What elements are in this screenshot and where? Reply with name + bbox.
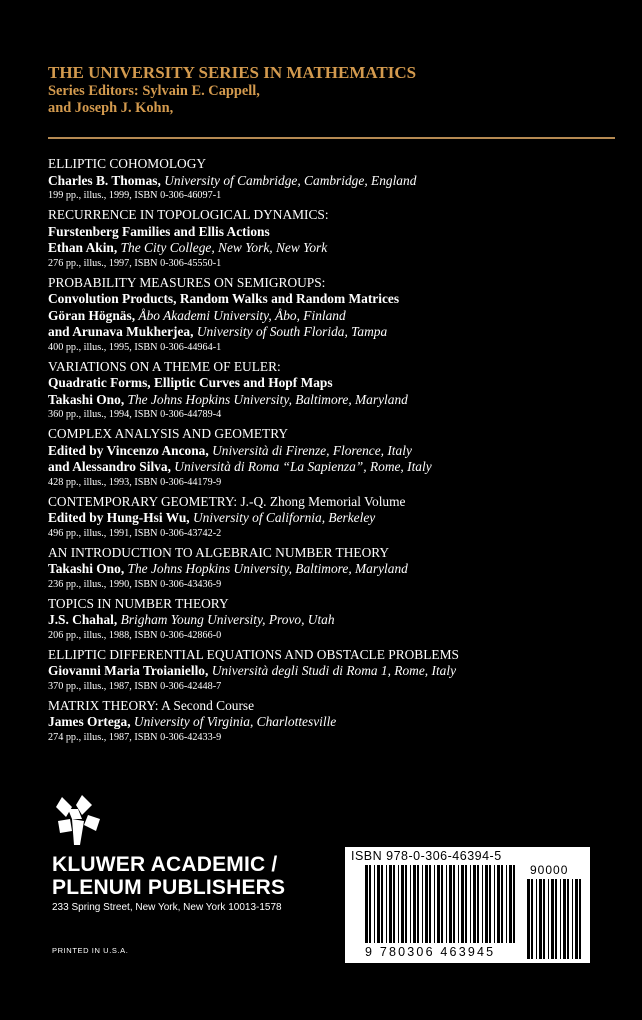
author-name: and Alessandro Silva, bbox=[48, 459, 171, 474]
header-divider bbox=[48, 137, 615, 139]
barcode-bar bbox=[386, 865, 387, 943]
barcode-bar bbox=[389, 865, 392, 943]
book-publication-details: 236 pp., illus., 1990, ISBN 0-306-43436-9 bbox=[48, 578, 222, 590]
barcode-bar bbox=[501, 865, 503, 943]
author-affiliation: University of South Florida, Tampa bbox=[196, 324, 388, 339]
barcode-bar bbox=[461, 865, 464, 943]
book-title: RECURRENCE IN TOPOLOGICAL DYNAMICS: bbox=[48, 207, 329, 222]
barcode-bar bbox=[374, 865, 375, 943]
author-name: Ethan Akin, bbox=[48, 240, 118, 255]
barcode-bar bbox=[458, 865, 459, 943]
publisher-name-line-1: KLUWER ACADEMIC / bbox=[52, 853, 278, 876]
book-title: ELLIPTIC DIFFERENTIAL EQUATIONS AND OBSTACLE PROBLEMS bbox=[48, 646, 459, 662]
barcode-bar bbox=[434, 865, 435, 943]
barcode-isbn: ISBN 978-0-306-46394-5 bbox=[351, 849, 502, 863]
book-entry bbox=[48, 698, 618, 744]
barcode-bar bbox=[567, 879, 569, 959]
author-name: and Arunava Mukherjea, bbox=[48, 324, 194, 339]
barcode-bar bbox=[365, 865, 368, 943]
book-entry bbox=[48, 494, 618, 540]
book-author-line bbox=[48, 392, 618, 409]
book-publication-details: 400 pp., illus., 1995, ISBN 0-306-44964-1 bbox=[48, 341, 222, 353]
book-subtitle: Convolution Products, Random Walks and Random Matrices bbox=[48, 291, 400, 306]
barcode-bar bbox=[497, 865, 500, 943]
book-entry bbox=[48, 359, 618, 422]
barcode-bar bbox=[429, 865, 431, 943]
series-editors-line-2: and Joseph J. Kohn, bbox=[48, 100, 174, 116]
barcode-bar bbox=[531, 879, 533, 959]
barcode-bar bbox=[446, 865, 447, 943]
book-entry bbox=[48, 275, 618, 354]
barcode-bar bbox=[425, 865, 428, 943]
book-author-line bbox=[48, 510, 618, 527]
book-title: COMPLEX ANALYSIS AND GEOMETRY bbox=[48, 426, 289, 441]
book-title: CONTEMPORARY GEOMETRY: J.-Q. Zhong Memorial Volume bbox=[48, 493, 406, 509]
isbn-barcode bbox=[345, 847, 590, 963]
barcode-bar bbox=[465, 865, 467, 943]
barcode-bar bbox=[377, 865, 380, 943]
book-author-line bbox=[48, 308, 618, 325]
author-name: Edited by Vincenzo Ancona, bbox=[48, 442, 209, 458]
author-affiliation: University of California, Berkeley bbox=[193, 510, 376, 525]
book-author-line bbox=[48, 612, 618, 629]
book-entry bbox=[48, 545, 618, 591]
author-affiliation: Università degli Studi di Roma 1, Rome, Italy bbox=[211, 663, 457, 678]
barcode-bar bbox=[539, 879, 542, 959]
barcode-bar bbox=[536, 879, 537, 959]
barcode-bar bbox=[477, 865, 479, 943]
barcode-bar bbox=[485, 865, 488, 943]
author-name: Giovanni Maria Troianiello, bbox=[48, 663, 209, 678]
barcode-bar bbox=[417, 865, 419, 943]
barcode-bar bbox=[509, 865, 512, 943]
author-name: Charles B. Thomas, bbox=[48, 172, 161, 188]
barcode-addon: 90000 bbox=[530, 863, 569, 877]
author-affiliation: The Johns Hopkins University, Baltimore, Maryland bbox=[127, 561, 408, 576]
author-name: Göran Högnäs, bbox=[48, 307, 136, 323]
barcode-bar bbox=[489, 865, 491, 943]
author-affiliation: The City College, New York, New York bbox=[120, 240, 328, 255]
barcode-bar bbox=[548, 879, 549, 959]
book-entry bbox=[48, 426, 618, 489]
book-title: VARIATIONS ON A THEME OF EULER: bbox=[48, 358, 281, 374]
book-title: AN INTRODUCTION TO ALGEBRAIC NUMBER THEORY bbox=[48, 544, 390, 560]
book-subtitle: Quadratic Forms, Elliptic Curves and Hopf Maps bbox=[48, 375, 333, 390]
book-publication-details: 370 pp., illus., 1987, ISBN 0-306-42448-7 bbox=[48, 680, 222, 692]
book-entry bbox=[48, 596, 618, 642]
publisher-name-line-2: PLENUM PUBLISHERS bbox=[52, 876, 286, 899]
book-entry bbox=[48, 207, 618, 270]
book-publication-details: 199 pp., illus., 1999, ISBN 0-306-46097-1 bbox=[48, 190, 222, 201]
author-affiliation: Università di Roma “La Sapienza”, Rome, Italy bbox=[174, 459, 432, 474]
barcode-bar bbox=[551, 879, 554, 959]
book-author-line bbox=[48, 663, 618, 680]
kluwer-star-logo-icon bbox=[52, 793, 102, 848]
barcode-bar bbox=[449, 865, 452, 943]
book-author-line bbox=[48, 459, 618, 476]
barcode-bar bbox=[401, 865, 404, 943]
barcode-bar bbox=[437, 865, 440, 943]
barcode-bar bbox=[560, 879, 561, 959]
barcode-bar bbox=[527, 879, 530, 959]
barcode-bar bbox=[506, 865, 507, 943]
barcode-bar bbox=[410, 865, 411, 943]
book-publication-details: 274 pp., illus., 1987, ISBN 0-306-42433-9 bbox=[48, 731, 222, 743]
book-author-line bbox=[48, 714, 618, 731]
barcode-bar bbox=[513, 865, 515, 943]
book-publication-details: 206 pp., illus., 1988, ISBN 0-306-42866-0 bbox=[48, 629, 222, 641]
barcode-bar bbox=[369, 865, 371, 943]
barcode-bar bbox=[575, 879, 578, 959]
barcode-bar bbox=[563, 879, 566, 959]
barcode-bar bbox=[381, 865, 383, 943]
barcode-bar bbox=[405, 865, 407, 943]
author-name: James Ortega, bbox=[48, 714, 131, 729]
author-affiliation: Università di Firenze, Florence, Italy bbox=[212, 442, 412, 458]
barcode-bar bbox=[393, 865, 395, 943]
book-entry bbox=[48, 156, 618, 202]
barcode-bar bbox=[422, 865, 423, 943]
book-publication-details: 496 pp., illus., 1991, ISBN 0-306-43742-2 bbox=[48, 527, 222, 539]
barcode-bar bbox=[555, 879, 557, 959]
barcode-bar bbox=[413, 865, 416, 943]
series-editors-line-1: Series Editors: Sylvain E. Cappell, bbox=[48, 83, 260, 99]
author-name: Edited by Hung-Hsi Wu, bbox=[48, 510, 190, 525]
book-subtitle: Furstenberg Families and Ellis Actions bbox=[48, 223, 270, 239]
barcode-bar bbox=[441, 865, 443, 943]
book-author-line bbox=[48, 561, 618, 578]
series-title: THE UNIVERSITY SERIES IN MATHEMATICS bbox=[48, 63, 417, 82]
book-list bbox=[48, 156, 618, 749]
barcode-bar bbox=[482, 865, 483, 943]
book-entry bbox=[48, 647, 618, 693]
publisher-block bbox=[52, 853, 285, 915]
barcode-bar bbox=[579, 879, 581, 959]
barcode-bar bbox=[398, 865, 399, 943]
book-title: TOPICS IN NUMBER THEORY bbox=[48, 595, 229, 611]
author-affiliation: University of Cambridge, Cambridge, England bbox=[164, 172, 417, 188]
barcode-bar bbox=[494, 865, 495, 943]
author-name: J.S. Chahal, bbox=[48, 612, 118, 627]
author-name: Takashi Ono, bbox=[48, 561, 125, 576]
author-affiliation: The Johns Hopkins University, Baltimore, Maryland bbox=[127, 391, 408, 407]
barcode-bar bbox=[572, 879, 573, 959]
book-author-line bbox=[48, 240, 618, 257]
book-author-line bbox=[48, 324, 618, 341]
book-title: PROBABILITY MEASURES ON SEMIGROUPS: bbox=[48, 274, 326, 290]
book-publication-details: 360 pp., illus., 1994, ISBN 0-306-44789-4 bbox=[48, 409, 222, 420]
book-publication-details: 428 pp., illus., 1993, ISBN 0-306-44179-9 bbox=[48, 476, 222, 488]
author-name: Takashi Ono, bbox=[48, 391, 125, 407]
barcode-bar bbox=[543, 879, 545, 959]
author-affiliation: Brigham Young University, Provo, Utah bbox=[120, 612, 335, 627]
book-author-line bbox=[48, 443, 618, 460]
barcode-ean: 9 780306 463945 bbox=[365, 945, 496, 959]
book-publication-details: 276 pp., illus., 1997, ISBN 0-306-45550-1 bbox=[48, 257, 222, 269]
barcode-bar bbox=[453, 865, 455, 943]
barcode-bar bbox=[470, 865, 471, 943]
barcode-bar bbox=[473, 865, 476, 943]
book-title: ELLIPTIC COHOMOLOGY bbox=[48, 156, 207, 171]
author-affiliation: University of Virginia, Charlottesville bbox=[133, 714, 337, 729]
book-author-line bbox=[48, 173, 618, 190]
author-affiliation: Åbo Akademi University, Åbo, Finland bbox=[138, 307, 346, 323]
publisher-address: 233 Spring Street, New York, New York 10013-1578 bbox=[52, 902, 282, 913]
book-title: MATRIX THEORY: A Second Course bbox=[48, 697, 255, 713]
printed-in-note: PRINTED IN U.S.A. bbox=[52, 946, 129, 955]
series-header bbox=[48, 62, 608, 117]
